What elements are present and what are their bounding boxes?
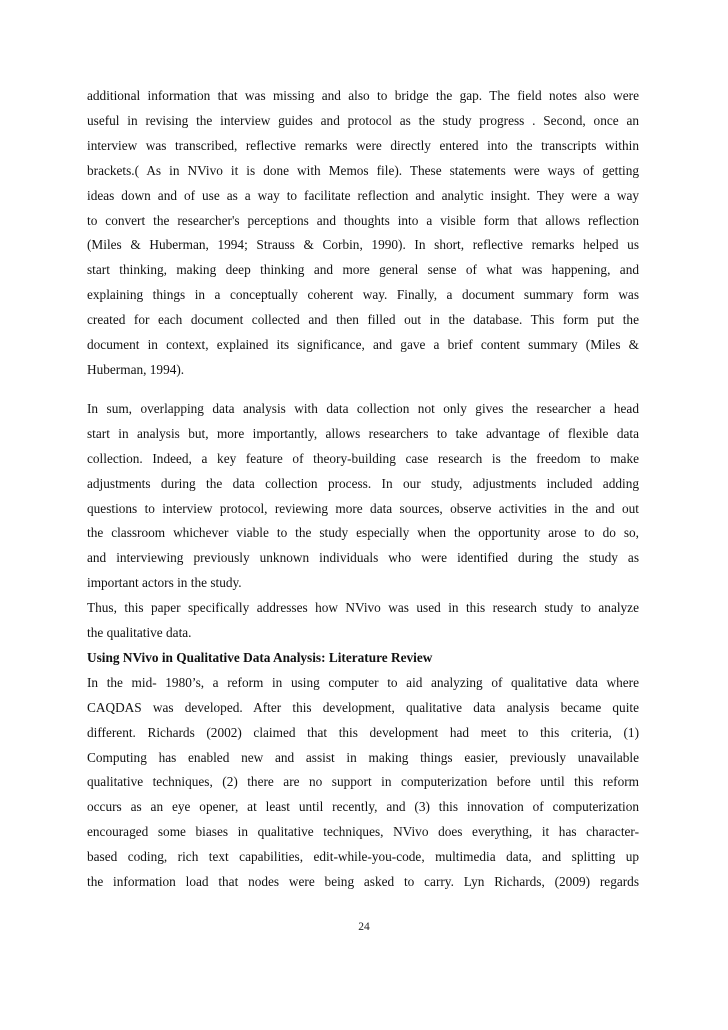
text-line: In the mid- 1980’s, a reform in using computer to aid analyzing of qualitative data where xyxy=(87,674,639,690)
paragraph-literature-review xyxy=(87,671,639,895)
text-line: created for each document collected and then filled out in the database. This form put the xyxy=(87,312,639,328)
text-line: CAQDAS was developed. After this development, qualitative data analysis became quite xyxy=(87,699,639,715)
text-line: to convert the researcher's perceptions and thoughts into a visible form that allows reflection xyxy=(87,212,639,228)
paragraph-thus xyxy=(87,596,639,646)
text-line: encouraged some biases in qualitative techniques, NVivo does everything, it has character- xyxy=(87,824,639,840)
text-line: brackets.( As in NVivo it is done with Memos file). These statements were ways of getting xyxy=(87,162,639,178)
body-text xyxy=(87,84,639,895)
text-line: In sum, overlapping data analysis with data collection not only gives the researcher a head xyxy=(87,400,639,416)
text-line: start in analysis but, more importantly, allows researchers to take advantage of flexible data xyxy=(87,425,639,441)
text-line: adjustments during the data collection process. In our study, adjustments included adding xyxy=(87,475,639,491)
text-line: interview was transcribed, reflective remarks were directly entered into the transcripts within xyxy=(87,137,639,153)
text-line: the information load that nodes were being asked to carry. Lyn Richards, (2009) regards xyxy=(87,874,639,890)
text-line: different. Richards (2002) claimed that this development had meet to this criteria, (1) xyxy=(87,724,639,740)
text-line: the qualitative data. xyxy=(87,625,192,641)
text-line: and interviewing previously unknown individuals who were identified during the study as xyxy=(87,550,639,566)
text-line: useful in revising the interview guides and protocol as the study progress . Second, once an xyxy=(87,112,639,128)
text-line: start thinking, making deep thinking and more general sense of what was happening, and xyxy=(87,262,639,278)
text-line: Computing has enabled new and assist in making things easier, previously unavailable xyxy=(87,749,639,765)
text-line: explaining things in a conceptually coherent way. Finally, a document summary form was xyxy=(87,287,639,303)
text-line: collection. Indeed, a key feature of theory-building case research is the freedom to make xyxy=(87,450,639,466)
paragraph-in-sum xyxy=(87,397,639,596)
text-line: ideas down and of use as a way to facilitate reflection and analytic insight. They were a way xyxy=(87,187,639,203)
text-line: occurs as an eye opener, at least until recently, and (3) this innovation of computerization xyxy=(87,799,639,815)
text-line: Huberman, 1994). xyxy=(87,361,185,377)
text-line: important actors in the study. xyxy=(87,575,242,591)
page-number: 24 xyxy=(358,921,370,933)
text-line: based coding, rich text capabilities, edit-while-you-code, multimedia data, and splitting up xyxy=(87,849,639,865)
text-line: (Miles & Huberman, 1994; Strauss & Corbin, 1990). In short, reflective remarks helped us xyxy=(87,237,639,253)
text-line: Thus, this paper specifically addresses how NVivo was used in this research study to analyze xyxy=(87,600,639,616)
paragraph-field-notes xyxy=(87,84,639,383)
section-heading: Using NVivo in Qualitative Data Analysis: Literature Review xyxy=(87,649,433,665)
text-line: additional information that was missing and also to bridge the gap. The field notes also were xyxy=(87,88,639,103)
text-line: qualitative techniques, (2) there are no support in computerization before until this reform xyxy=(87,774,639,790)
text-line: document in context, explained its significance, and gave a brief content summary (Miles & xyxy=(87,337,639,353)
text-line: the classroom whichever viable to the study especially when the opportunity arose to do so, xyxy=(87,525,639,541)
text-line: questions to interview protocol, reviewing more data sources, observe activities in the and out xyxy=(87,500,639,516)
